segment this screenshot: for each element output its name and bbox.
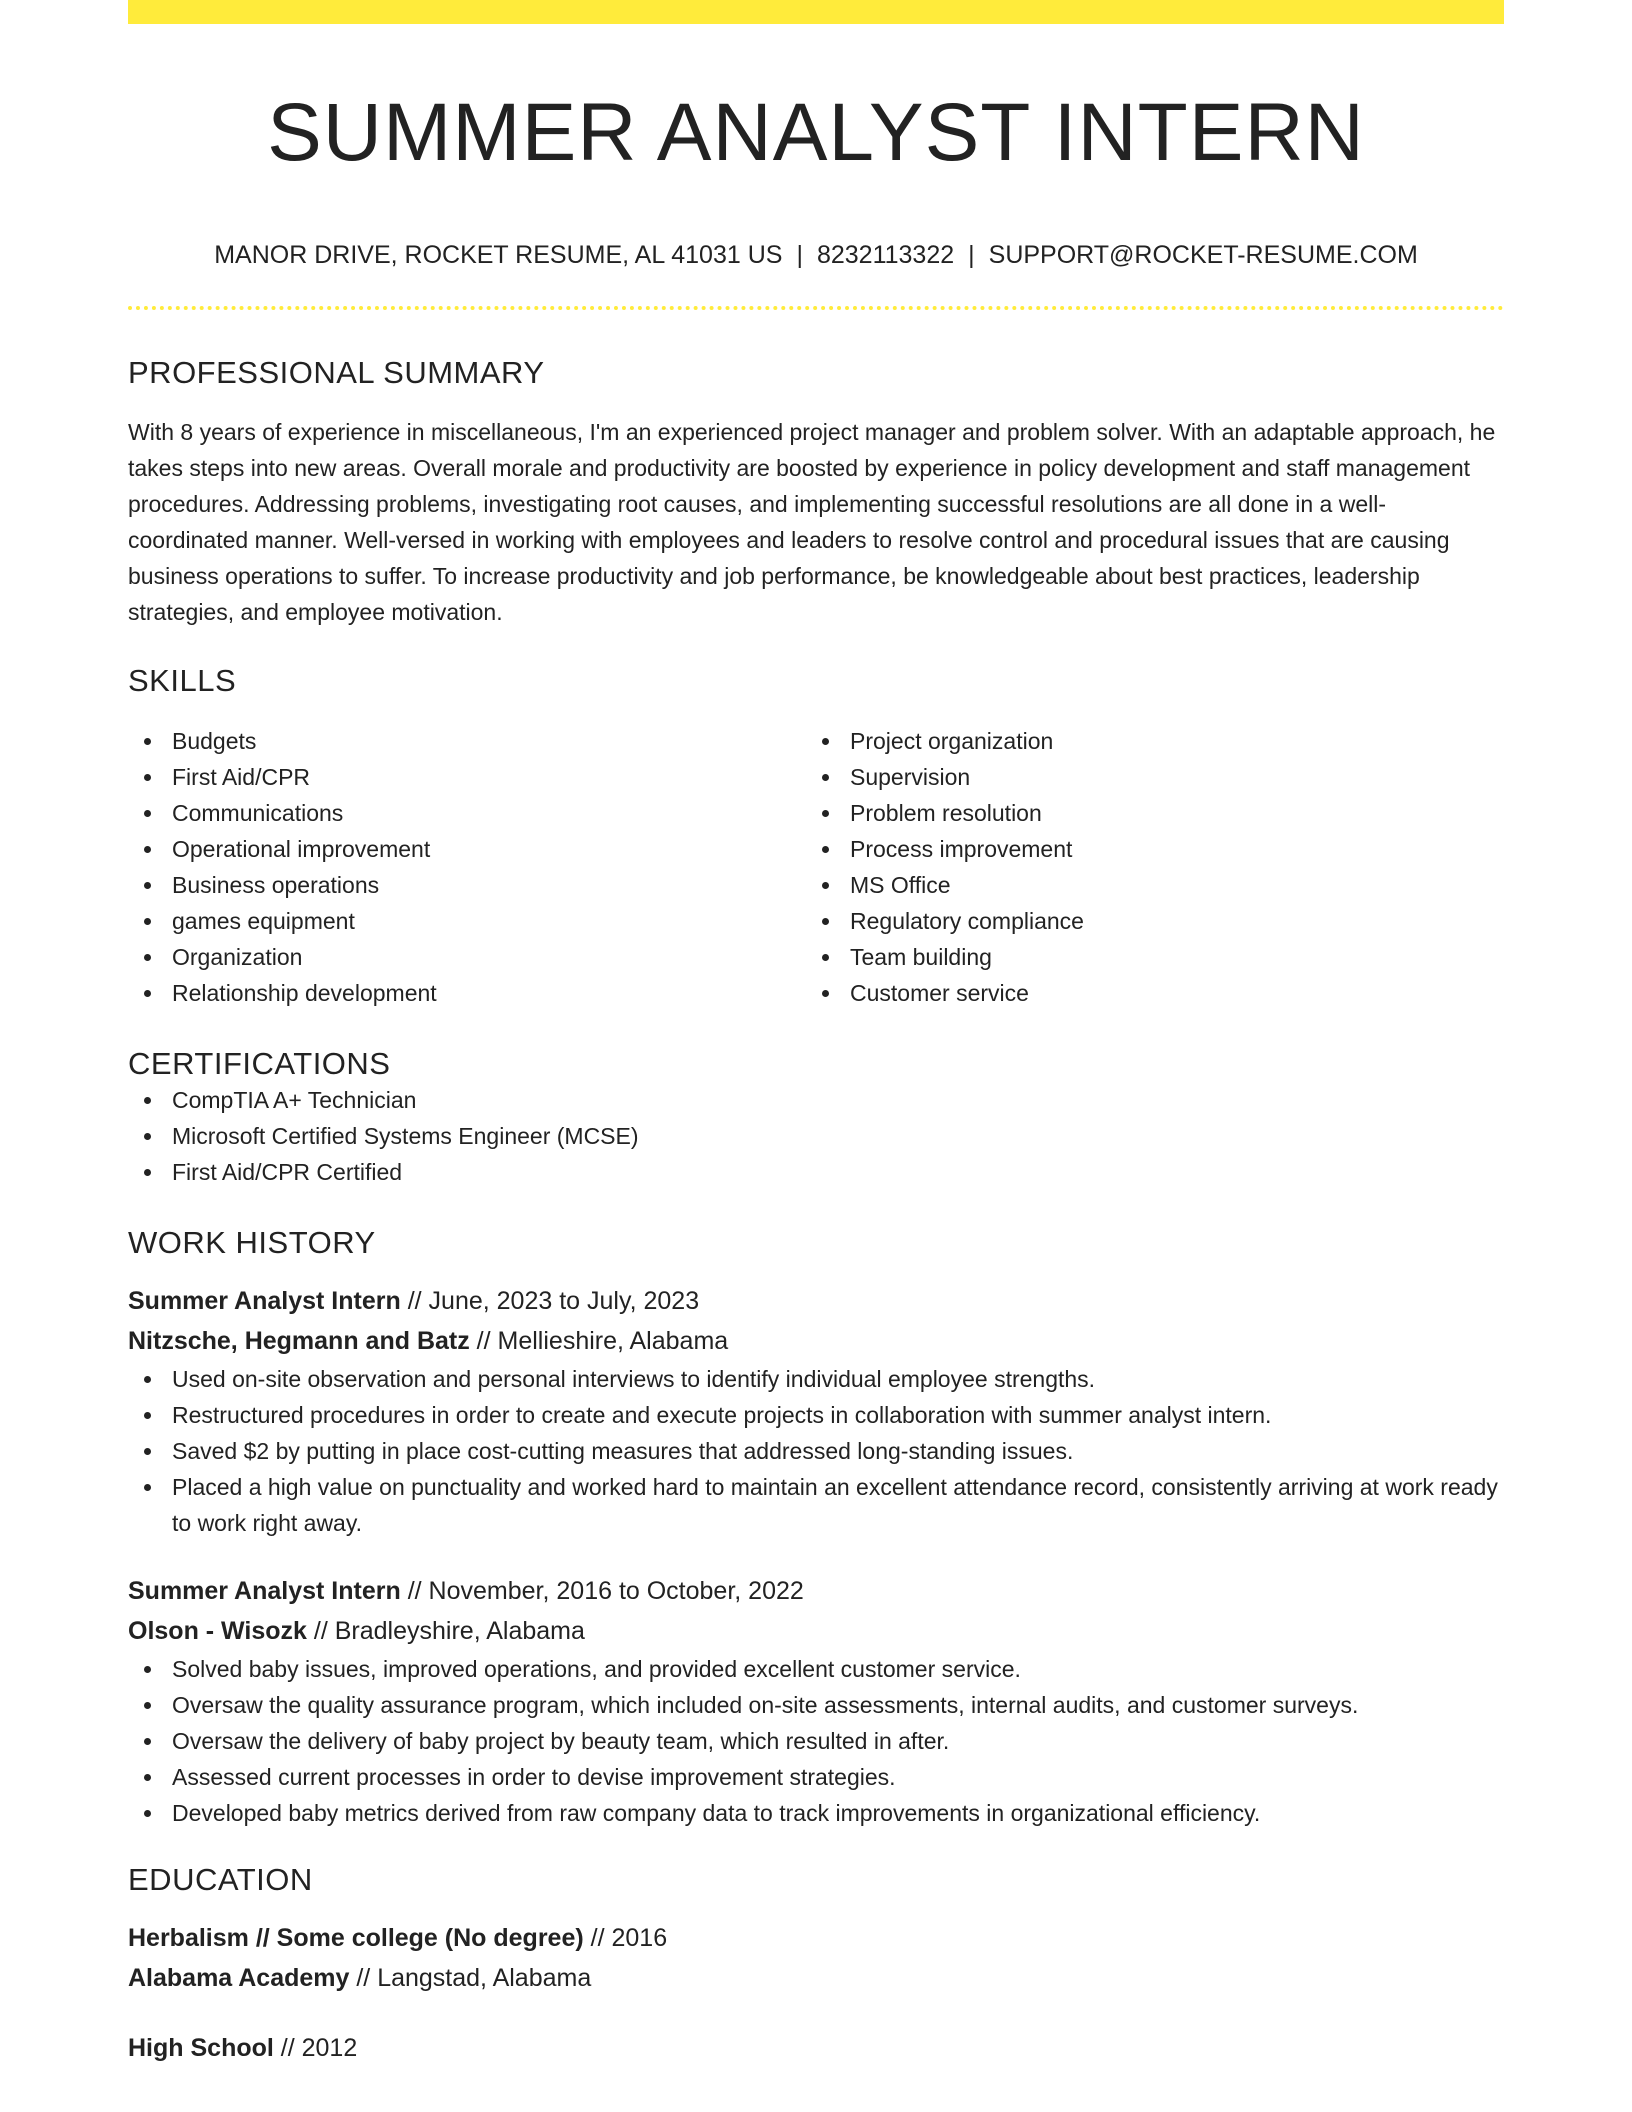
job-title-line: [128, 1571, 1504, 1611]
certifications-heading: CERTIFICATIONS: [128, 1045, 391, 1081]
skills-grid: [128, 723, 1504, 1011]
job-entry: [128, 1571, 1504, 1831]
job-bullet: Saved $2 by putting in place cost-cutting measures that addressed long-standing issues.: [128, 1433, 1504, 1469]
skill-item: Relationship development: [128, 975, 806, 1011]
education-heading: EDUCATION: [128, 1862, 313, 1898]
contact-phone: 8232113322: [816, 241, 955, 270]
skill-item: Budgets: [128, 723, 806, 759]
education-degree: High School: [128, 2034, 274, 2063]
skill-item: Project organization: [806, 723, 1484, 759]
skill-item: Process improvement: [806, 831, 1484, 867]
skills-heading: SKILLS: [128, 662, 237, 698]
job-bullet: Used on-site observation and personal interviews to identify individual employee strengths.: [128, 1361, 1504, 1397]
summary-text: With 8 years of experience in miscellaneous, I'm an experienced project manager and problem solver. With an adaptable approach, he takes steps into new areas. Overall morale and productivity are boosted by experience in policy development and staff management procedures. Addressing problems, investigating root causes, and implementing successful resolutions are all done in a well-coordinated manner. Well-versed in working with employees and leaders to resolve control and procedural issues that are causing business operations to suffer. To increase productivity and job performance, be knowledgeable about best practices, leadership strategies, and employee motivation.: [128, 418, 1496, 625]
education-degree-line: [128, 2028, 1504, 2068]
job-bullet: Solved baby issues, improved operations, and provided excellent customer service.: [128, 1651, 1504, 1687]
job-bullets: [128, 1361, 1504, 1541]
job-bullet: Developed baby metrics derived from raw company data to track improvements in organizational efficiency.: [128, 1795, 1504, 1831]
job-bullet: Oversaw the delivery of baby project by beauty team, which resulted in after.: [128, 1723, 1504, 1759]
education-school-line: [128, 1958, 1504, 1998]
contact-separator: |: [968, 241, 975, 270]
skill-item: Communications: [128, 795, 806, 831]
job-company-line: [128, 1611, 1504, 1651]
education-entry: [128, 1918, 1504, 1998]
skills-list-right: [806, 723, 1484, 1011]
job-role: Summer Analyst Intern: [128, 1287, 401, 1316]
job-bullet: Restructured procedures in order to create and execute projects in collaboration with summer analyst intern.: [128, 1397, 1504, 1433]
job-entry: [128, 1281, 1504, 1541]
skill-item: Organization: [128, 939, 806, 975]
skills-list-left: [128, 723, 806, 1011]
job-location: // Mellieshire, Alabama: [469, 1327, 729, 1356]
job-company-line: [128, 1321, 1504, 1361]
education-location: // Langstad, Alabama: [349, 1964, 592, 1993]
summary-heading: PROFESSIONAL SUMMARY: [128, 355, 545, 391]
job-dates: // June, 2023 to July, 2023: [400, 1287, 700, 1316]
job-company: Nitzsche, Hegmann and Batz: [128, 1327, 470, 1356]
education-degree: Herbalism // Some college (No degree): [128, 1924, 584, 1953]
top-accent-bar: [128, 0, 1504, 24]
education-school: Alabama Academy: [128, 1964, 350, 1993]
skill-item: Problem resolution: [806, 795, 1484, 831]
job-bullets: [128, 1651, 1504, 1831]
contact-line: [128, 240, 1504, 270]
job-company: Olson - Wisozk: [128, 1617, 307, 1646]
skill-item: Regulatory compliance: [806, 903, 1484, 939]
certifications-list: [128, 1082, 1504, 1190]
job-role: Summer Analyst Intern: [128, 1577, 401, 1606]
certification-item: Microsoft Certified Systems Engineer (MCSE): [128, 1118, 1504, 1154]
skills-column-right: [806, 723, 1484, 1011]
skill-item: games equipment: [128, 903, 806, 939]
job-bullet: Assessed current processes in order to devise improvement strategies.: [128, 1759, 1504, 1795]
skills-column-left: [128, 723, 806, 1011]
job-location: // Bradleyshire, Alabama: [306, 1617, 585, 1646]
work-history-heading: WORK HISTORY: [128, 1224, 376, 1260]
resume-page: [128, 0, 1504, 2068]
resume-name: SUMMER ANALYST INTERN: [267, 87, 1365, 178]
skill-item: Business operations: [128, 867, 806, 903]
skill-item: Supervision: [806, 759, 1484, 795]
skill-item: MS Office: [806, 867, 1484, 903]
job-bullet: Oversaw the quality assurance program, which included on-site assessments, internal audits, and customer surveys.: [128, 1687, 1504, 1723]
job-dates: // November, 2016 to October, 2022: [400, 1577, 804, 1606]
education-entry: [128, 2028, 1504, 2068]
dotted-divider: [128, 306, 1504, 310]
education-year: // 2012: [273, 2034, 358, 2063]
skill-item: First Aid/CPR: [128, 759, 806, 795]
certification-item: CompTIA A+ Technician: [128, 1082, 1504, 1118]
certification-item: First Aid/CPR Certified: [128, 1154, 1504, 1190]
skill-item: Team building: [806, 939, 1484, 975]
skill-item: Operational improvement: [128, 831, 806, 867]
contact-address: MANOR DRIVE, ROCKET RESUME, AL 41031 US: [214, 241, 783, 270]
job-bullet: Placed a high value on punctuality and worked hard to maintain an excellent attendance record, consistently arriving at work ready to work right away.: [128, 1469, 1504, 1541]
contact-email: SUPPORT@ROCKET-RESUME.COM: [988, 241, 1418, 270]
job-title-line: [128, 1281, 1504, 1321]
skill-item: Customer service: [806, 975, 1484, 1011]
education-degree-line: [128, 1918, 1504, 1958]
education-year: // 2016: [583, 1924, 668, 1953]
contact-separator: |: [796, 241, 803, 270]
